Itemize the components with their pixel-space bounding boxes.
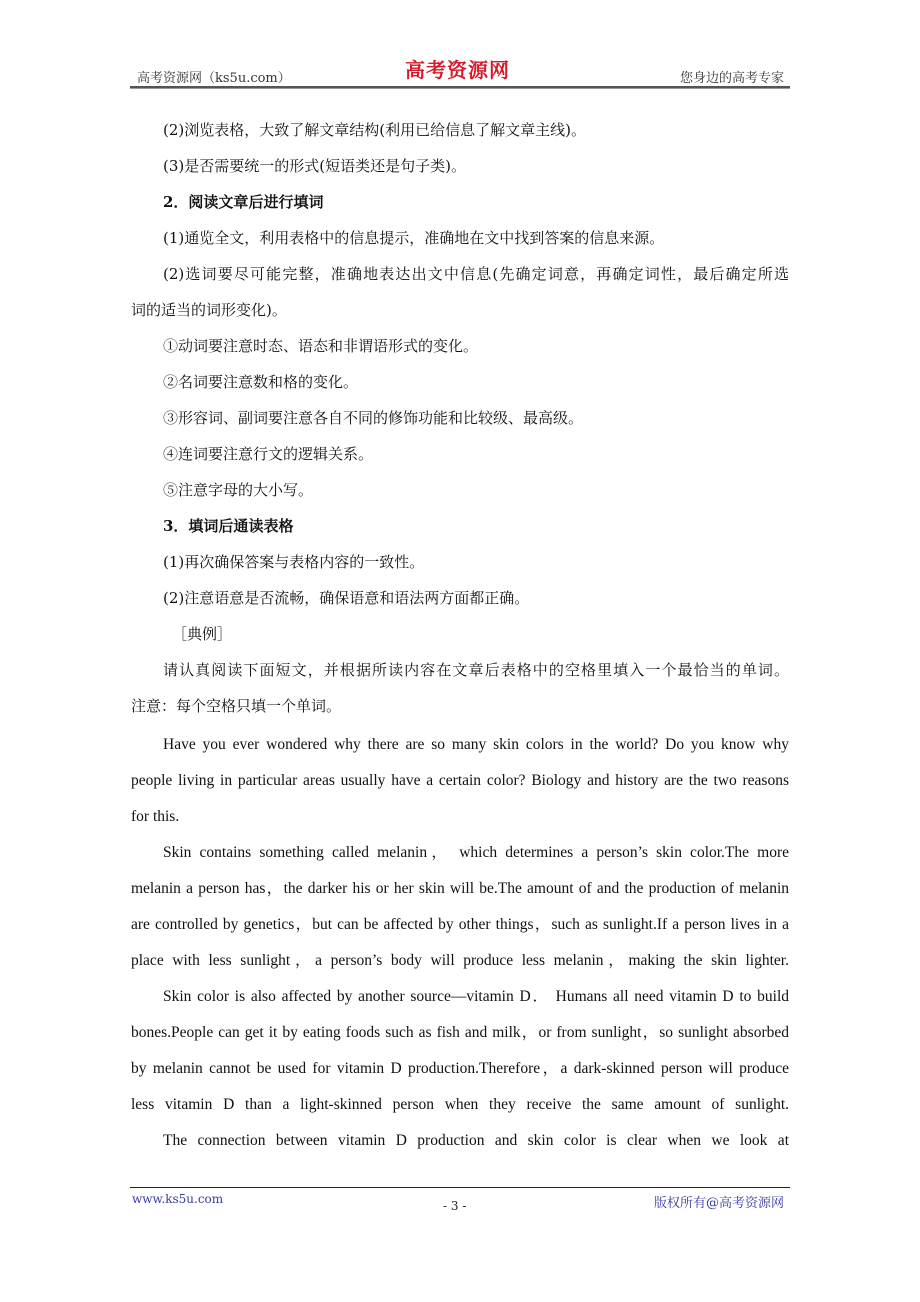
- text-line: (2)选词要尽可能完整，准确地表达出文中信息(先确定词意，再确定词性，最后确定所选: [163, 265, 789, 283]
- text-line: for this.: [131, 808, 180, 825]
- text-line: Have you ever wondered why there are so many skin colors in the world? Do you know why: [163, 736, 789, 753]
- text-line: (1)再次确保答案与表格内容的一致性。: [163, 553, 425, 571]
- text-line: less vitamin D than a light-skinned person when they receive the same amount of sunlight.: [131, 1096, 789, 1113]
- text-line: (2)浏览表格，大致了解文章结构(利用已给信息了解文章主线)。: [163, 121, 586, 139]
- header-logo: 高考资源网: [405, 58, 510, 82]
- text-line: ②名词要注意数和格的变化。: [163, 373, 359, 391]
- text-line: ⑤注意字母的大小写。: [163, 481, 314, 499]
- text-line: by melanin cannot be used for vitamin D production.Therefore，a dark-skinned person will produce: [131, 1060, 789, 1077]
- header-rule: [130, 86, 790, 89]
- text-line: 注意：每个空格只填一个单词。: [131, 697, 342, 715]
- text-line: 词的适当的词形变化)。: [131, 301, 287, 319]
- text-line: (3)是否需要统一的形式(短语类还是句子类)。: [163, 157, 466, 175]
- text-line: bones.People can get it by eating foods such as fish and milk，or from sunlight，so sunlight absorbed: [131, 1024, 789, 1041]
- text-line: 2．阅读文章后进行填词: [163, 193, 324, 211]
- text-line: Skin color is also affected by another source—vitamin D． Humans all need vitamin D to build: [163, 988, 789, 1005]
- text-line: place with less sunlight，a person’s body will produce less melanin，making the skin lighter.: [131, 952, 789, 969]
- text-line: Skin contains something called melanin， which determines a person’s skin color.The more: [163, 844, 789, 861]
- text-line: ①动词要注意时态、语态和非谓语形式的变化。: [163, 337, 479, 355]
- text-line: ④连词要注意行文的逻辑关系。: [163, 445, 374, 463]
- text-line: (2)注意语意是否流畅，确保语意和语法两方面都正确。: [163, 589, 530, 607]
- text-line: 3．填词后通读表格: [163, 517, 294, 535]
- text-line: melanin a person has，the darker his or her skin will be.The amount of and the production of melanin: [131, 880, 789, 897]
- text-line: The connection between vitamin D production and skin color is clear when we look at: [163, 1132, 789, 1149]
- text-line: ③形容词、副词要注意各自不同的修饰功能和比较级、最高级。: [163, 409, 584, 427]
- header-slogan: 您身边的高考专家: [679, 71, 784, 86]
- text-line: people living in particular areas usually have a certain color? Biology and history are the two reasons: [131, 772, 789, 789]
- footer-link[interactable]: www.ks5u.com: [132, 1192, 224, 1206]
- footer-copyright: 版权所有@高考资源网: [653, 1196, 784, 1211]
- page-number: - 3 -: [443, 1199, 467, 1213]
- text-line: 请认真阅读下面短文，并根据所读内容在文章后表格中的空格里填入一个最恰当的单词。: [163, 661, 789, 679]
- text-line: are controlled by genetics，but can be affected by other things，such as sunlight.If a person lives in a: [131, 916, 789, 933]
- header-site-name: 高考资源网（ks5u.com）: [137, 71, 291, 86]
- text-line: ［典例］: [172, 625, 233, 643]
- footer-rule: [130, 1187, 790, 1188]
- text-line: (1)通览全文，利用表格中的信息提示，准确地在文中找到答案的信息来源。: [163, 229, 665, 247]
